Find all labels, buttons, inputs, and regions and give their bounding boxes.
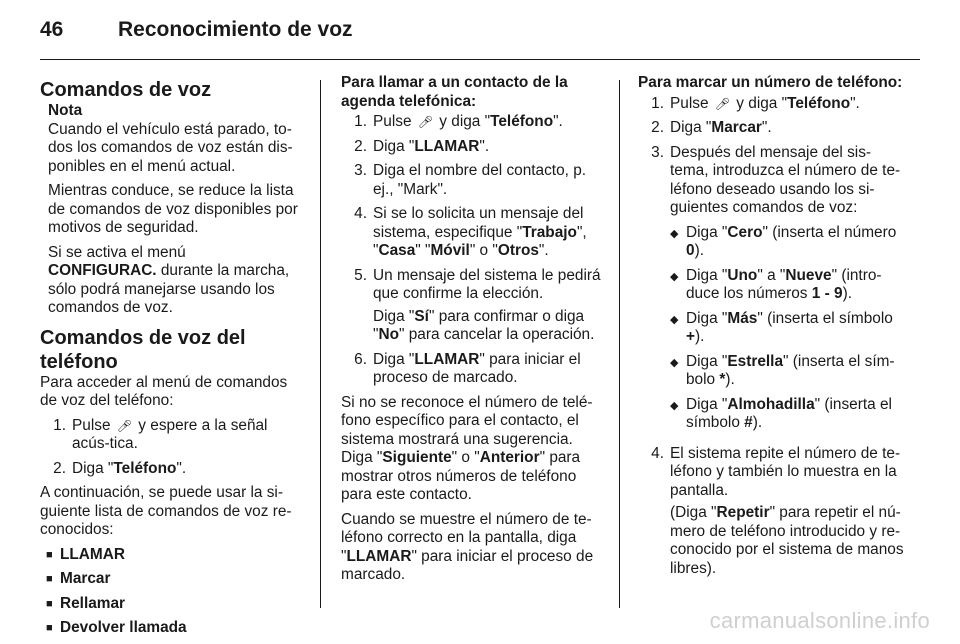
voice-button-icon: 🎤︎ (116, 418, 133, 433)
column-3 (638, 74, 906, 584)
section-heading: Comandos de voz (40, 79, 212, 101)
square-bullet-icon: ■ (46, 597, 53, 610)
column-1 (40, 74, 308, 644)
diamond-bullet-icon: ◆ (670, 399, 679, 412)
list-item: ◆ Diga "Almohadilla" (inserta el símbolo #). (670, 395, 892, 431)
list-item: 3. Después del mensaje del sis-tema, introduzca el número de te-léfono deseado usando los si-guientes comandos de voz: ◆ Diga "Cero" (inserta el número 0). ◆ Diga "Uno" a "Nueve" (intro-duce los números 1 - 9). ◆ Diga "Más" (inserta el símbolo +). ◆ Diga "Estrella" (inserta el sím-bolo *). ◆ Diga "Almohadilla" (inserta el símbolo #). (638, 144, 906, 439)
section-heading: Comandos de voz del teléfono (40, 326, 246, 373)
list-item: 1. Pulse 🎤︎ y diga "Teléfono". (354, 113, 563, 130)
list-item: 2. Diga "Teléfono". (53, 459, 187, 477)
list-item: 1. Pulse 🎤︎ y espere a la señal acús-tica. (53, 416, 268, 452)
column-divider (619, 80, 620, 608)
list-item: 6. Diga "LLAMAR" para iniciar el proceso de marcado. (354, 350, 581, 386)
numbered-list (341, 113, 607, 388)
voice-button-icon: 🎤︎ (417, 115, 434, 129)
diamond-bullet-icon: ◆ (670, 356, 679, 369)
note-paragraph: Mientras conduce, se reduce la lista de comandos de voz disponibles por motivos de seguridad. (48, 182, 298, 236)
numbered-list (638, 95, 906, 579)
list-item: 5. Un mensaje del sistema le pedirá que confirme la elección. Diga "Sí" para confirmar o diga "No" para cancelar la operación. (354, 266, 601, 343)
list-item: 3. Diga el nombre del contacto, p. ej., "Mark". (354, 162, 587, 198)
list-item: 4. Si se lo solicita un mensaje del sistema, especifique "Trabajo", "Casa" "Móvil" o "Otros". (354, 205, 587, 259)
list-item: ◆ Diga "Estrella" (inserta el sím-bolo *). (670, 352, 895, 388)
paragraph: A continuación, se puede usar la si-guiente lista de comandos de voz re-conocidos: (40, 484, 292, 538)
column-divider (320, 80, 321, 608)
diamond-bullet-icon: ◆ (670, 313, 679, 326)
list-item: ■ Marcar (40, 570, 308, 589)
page-number: 46 (40, 18, 64, 41)
list-item: 2. Diga "Marcar". (651, 119, 772, 136)
digit-command-list (670, 224, 906, 433)
paragraph: Para acceder al menú de comandos de voz del teléfono: (40, 373, 288, 409)
paragraph: Cuando se muestre el número de te-léfono correcto en la pantalla, diga "LLAMAR" para iniciar el proceso de marcado. (341, 510, 594, 583)
note-label: Nota (48, 102, 83, 119)
diamond-bullet-icon: ◆ (670, 227, 679, 240)
square-bullet-icon: ■ (46, 548, 53, 561)
page-header (40, 14, 920, 54)
list-item: ◆ Diga "Más" (inserta el símbolo +). (670, 309, 893, 345)
list-item: ■ Devolver llamada (40, 619, 308, 638)
subheading: Para marcar un número de teléfono: (638, 74, 903, 91)
page-title: Reconocimiento de voz (118, 18, 353, 41)
list-item: ◆ Diga "Uno" a "Nueve" (intro-duce los números 1 - 9). (670, 266, 882, 302)
watermark: carmanualsonline.info (709, 608, 930, 633)
list-item: ■ Rellamar (40, 595, 308, 614)
list-item: ◆ Diga "Cero" (inserta el número 0). (670, 223, 897, 259)
note-block (40, 102, 308, 318)
subheading: Para llamar a un contacto de la agenda telefónica: (341, 74, 568, 110)
column-2 (341, 74, 607, 591)
command-list (40, 546, 308, 638)
diamond-bullet-icon: ◆ (670, 270, 679, 283)
numbered-list (40, 417, 308, 479)
note-paragraph: Cuando el vehículo está parado, to-dos los comandos de voz están dis-ponibles en el menú actual. (48, 120, 293, 175)
voice-button-icon: 🎤︎ (714, 96, 731, 111)
list-item: 1. Pulse 🎤︎ y diga "Teléfono". (651, 94, 860, 112)
square-bullet-icon: ■ (46, 622, 53, 634)
list-item: 2. Diga "LLAMAR". (354, 137, 490, 155)
list-item: ■ LLAMAR (40, 546, 308, 565)
header-rule (40, 59, 920, 60)
paragraph: Si no se reconoce el número de telé-fono específico para el contacto, el sistema mostrará una sugerencia. Diga "Siguiente" o "Anterior" para mostrar otros números de teléfono para este contacto. (341, 393, 593, 503)
list-item: 4. El sistema repite el número de te-léfono y también lo muestra en la pantalla. (Diga "Repetir" para repetir el nú-mero de teléfono introducido y re-conocido por el sistema de manos libres). (651, 444, 904, 577)
note-paragraph: Si se activa el menú CONFIGURAC. durante la marcha, sólo podrá manejarse usando los comandos de voz. (48, 243, 290, 316)
square-bullet-icon: ■ (46, 573, 53, 585)
